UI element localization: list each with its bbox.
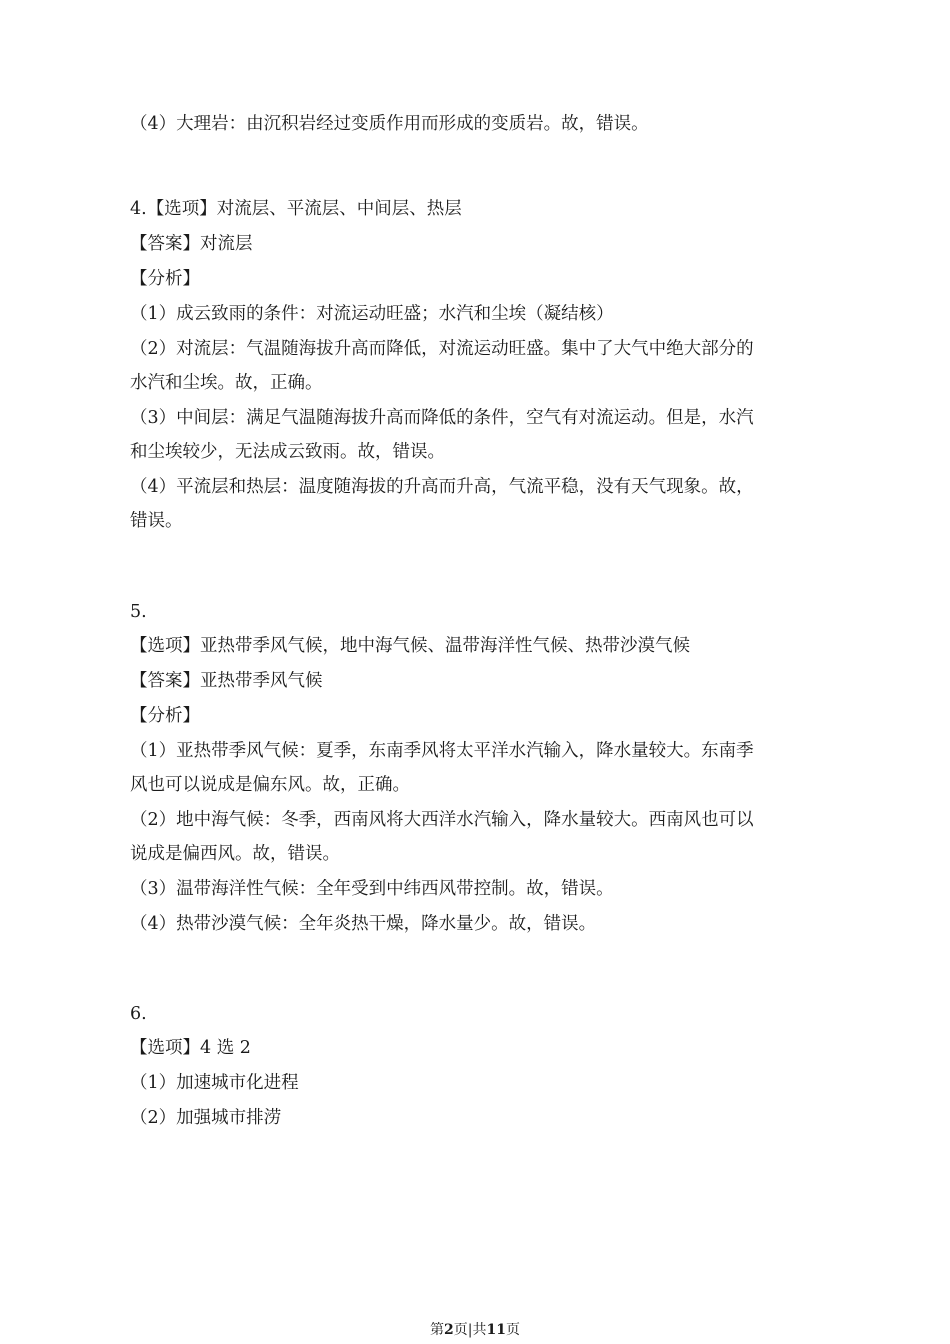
text-line: 说成是偏西风。故，错误。 — [130, 844, 340, 864]
text-line: （4）平流层和热层：温度随海拔的升高而升高，气流平稳，没有天气现象。故， — [130, 477, 754, 497]
text-line: 错误。 — [130, 511, 183, 531]
text-line: （3）温带海洋性气候：全年受到中纬西风带控制。故，错误。 — [130, 879, 614, 899]
question-6-number: 6. — [130, 1004, 147, 1024]
text-line: （4）大理岩：由沉积岩经过变质作用而形成的变质岩。故，错误。 — [130, 114, 649, 134]
current-page-number: 2 — [444, 1322, 454, 1338]
question-4-analysis-heading: 【分析】 — [130, 269, 200, 289]
text-line: （2）加强城市排涝 — [130, 1108, 282, 1128]
footer-middle: 页|共 — [453, 1322, 487, 1338]
text-line: 风也可以说成是偏东风。故，正确。 — [130, 775, 410, 795]
question-4-answer: 【答案】对流层 — [130, 234, 253, 254]
total-page-count: 11 — [486, 1322, 506, 1338]
question-6-options: 【选项】4 选 2 — [130, 1038, 251, 1058]
footer-prefix: 第 — [430, 1322, 445, 1338]
question-5-number: 5. — [130, 602, 147, 622]
footer-suffix: 页 — [505, 1322, 520, 1338]
text-line: （2）地中海气候：冬季，西南风将大西洋水汽输入，降水量较大。西南风也可以 — [130, 810, 754, 830]
text-line: （3）中间层：满足气温随海拔升高而降低的条件，空气有对流运动。但是，水汽 — [130, 408, 754, 428]
text-line: （1）成云致雨的条件：对流运动旺盛；水汽和尘埃（凝结核） — [130, 304, 614, 324]
question-5-analysis-heading: 【分析】 — [130, 706, 200, 726]
text-line: （1）亚热带季风气候：夏季，东南季风将太平洋水汽输入，降水量较大。东南季 — [130, 741, 754, 761]
text-line: 和尘埃较少，无法成云致雨。故，错误。 — [130, 442, 445, 462]
text-line: 水汽和尘埃。故，正确。 — [130, 373, 323, 393]
text-line: （1）加速城市化进程 — [130, 1073, 299, 1093]
question-5-options: 【选项】亚热带季风气候，地中海气候、温带海洋性气候、热带沙漠气候 — [130, 636, 690, 656]
question-5-answer: 【答案】亚热带季风气候 — [130, 671, 323, 691]
question-4-options: 4.【选项】对流层、平流层、中间层、热层 — [130, 199, 462, 219]
page-footer — [0, 1320, 950, 1340]
text-line: （4）热带沙漠气候：全年炎热干燥，降水量少。故，错误。 — [130, 914, 597, 934]
text-line: （2）对流层：气温随海拔升高而降低，对流运动旺盛。集中了大气中绝大部分的 — [130, 339, 754, 359]
